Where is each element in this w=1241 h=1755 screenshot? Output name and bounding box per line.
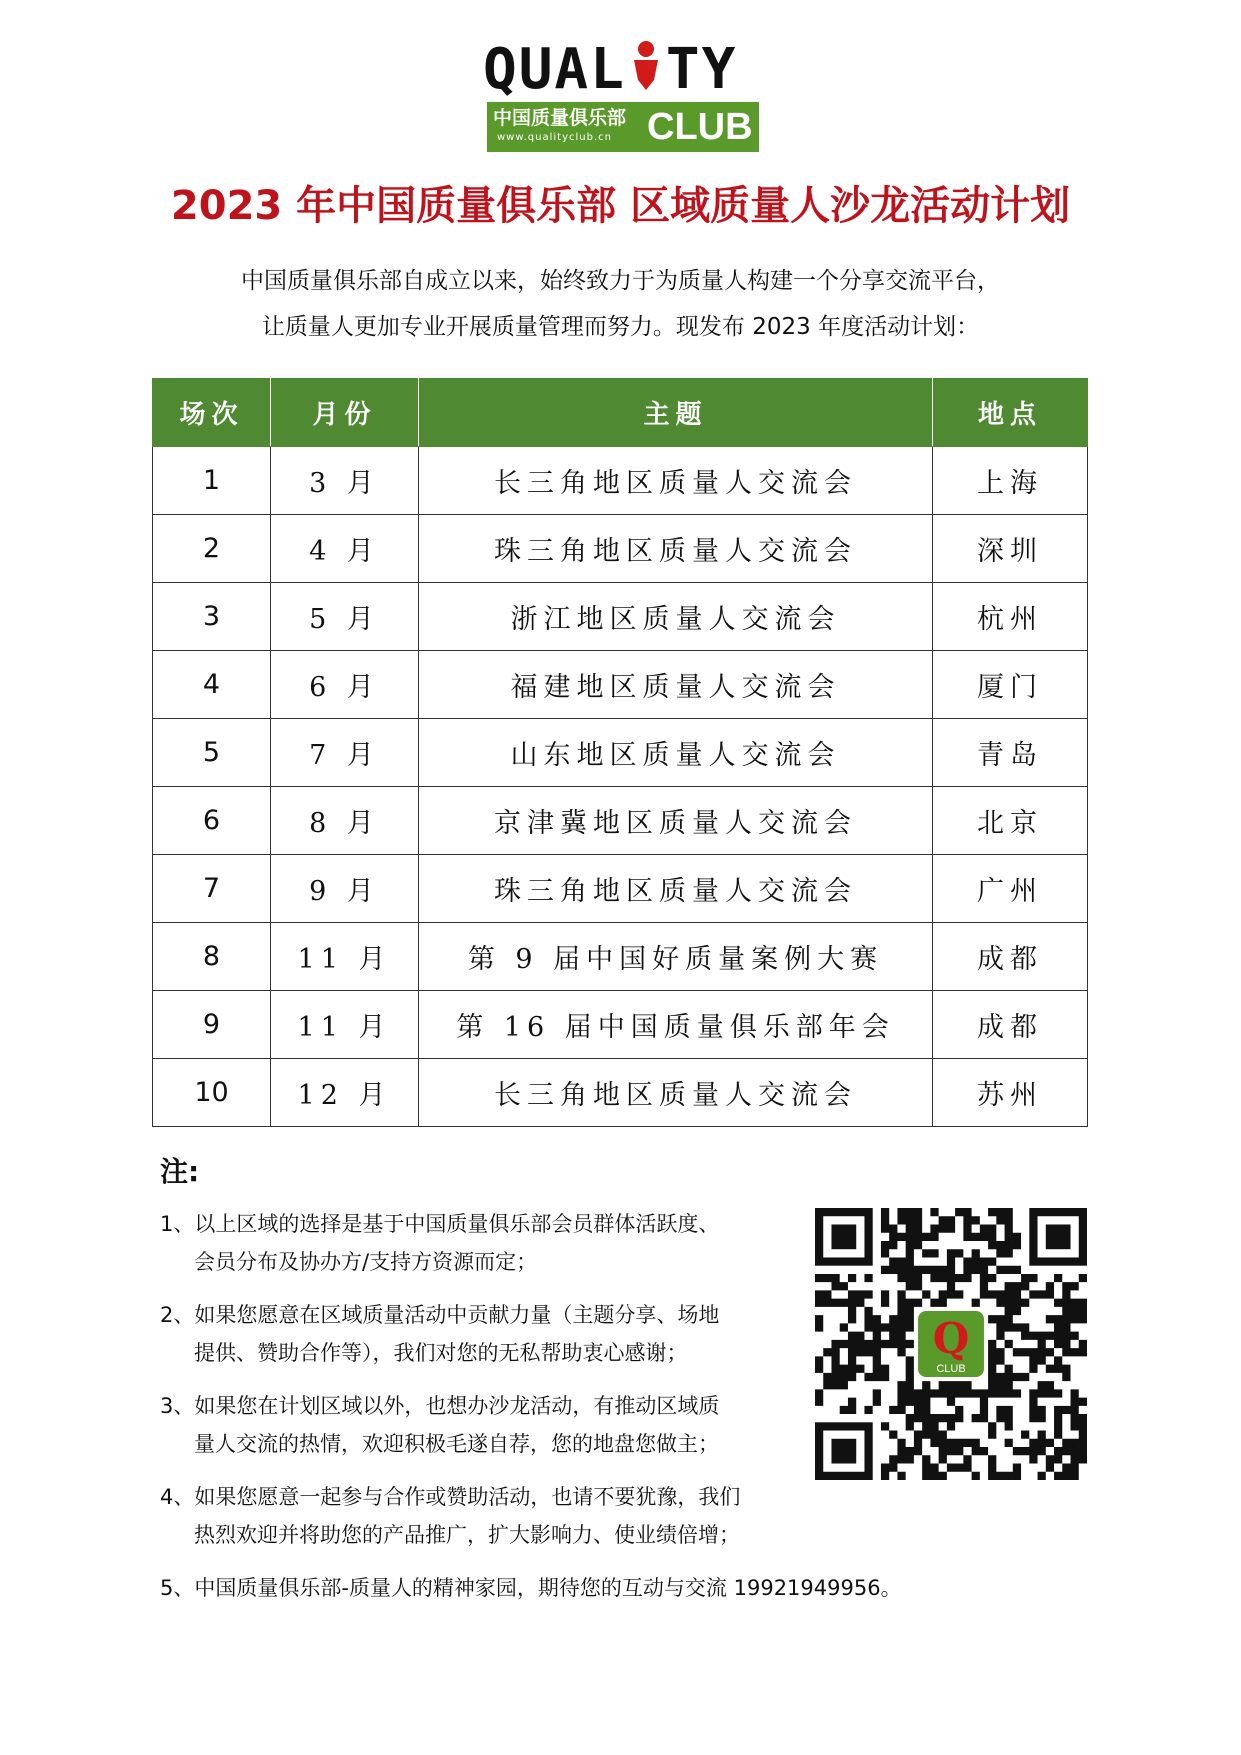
note-line: 4、如果您愿意一起参与合作或赞助活动，也请不要犹豫，我们 [160,1485,741,1509]
logo-wordmark [483,37,763,102]
quality-club-logo [483,37,763,152]
cell-session: 3 [153,583,271,651]
cell-session: 10 [153,1059,271,1127]
intro-line-1: 中国质量俱乐部自成立以来，始终致力于为质量人构建一个分享交流平台， [241,268,1000,294]
cell-session: 7 [153,855,271,923]
cell-session: 4 [153,651,271,719]
cell-month: 4 月 [271,515,419,583]
cell-month: 12 月 [271,1059,419,1127]
cell-location: 杭州 [933,583,1088,651]
activity-plan-table [152,378,1088,1127]
logo-word-left: QUAL [483,37,626,102]
intro-paragraph [0,258,1241,350]
page-title: 2023 年中国质量俱乐部 区域质量人沙龙活动计划 [170,183,1071,229]
cell-month: 8 月 [271,787,419,855]
note-item [160,1569,902,1607]
cell-month: 7 月 [271,719,419,787]
logo-url: www.qualityclub.cn [497,132,612,143]
table-row [153,583,1088,651]
cell-location: 广州 [933,855,1088,923]
intro-line-2: 让质量人更加专业开展质量管理而努力。现发布 2023 年度活动计划： [261,314,980,340]
cell-month: 9 月 [271,855,419,923]
qr-center-letter: Q [932,1314,970,1364]
cell-topic: 长三角地区质量人交流会 [419,447,933,515]
cell-session: 5 [153,719,271,787]
header-session: 场次 [153,379,271,447]
qr-finder-top-left [815,1208,873,1266]
cell-session: 2 [153,515,271,583]
note-line: 会员分布及协办方/支持方资源而定； [194,1250,538,1274]
note-line: 1、以上区域的选择是基于中国质量俱乐部会员群体活跃度、 [160,1212,720,1236]
cell-month: 3 月 [271,447,419,515]
cell-topic: 京津冀地区质量人交流会 [419,787,933,855]
cell-month: 11 月 [271,923,419,991]
note-line: 3、如果您在计划区域以外，也想办沙龙活动，有推动区域质 [160,1394,720,1418]
note-line: 2、如果您愿意在区域质量活动中贡献力量（主题分享、场地 [160,1303,720,1327]
cell-location: 成都 [933,991,1088,1059]
cell-location: 青岛 [933,719,1088,787]
cell-location: 苏州 [933,1059,1088,1127]
qr-code-image [815,1208,1087,1480]
cell-month: 6 月 [271,651,419,719]
table-row [153,515,1088,583]
logo-club-text: CLUB [647,106,753,148]
cell-session: 1 [153,447,271,515]
note-item [160,1205,820,1281]
table-header-row [153,379,1088,447]
cell-location: 成都 [933,923,1088,991]
cell-session: 8 [153,923,271,991]
table-row [153,855,1088,923]
header-location: 地点 [933,379,1088,447]
note-line: 量人交流的热情，欢迎积极毛遂自荐，您的地盘您做主； [194,1432,719,1456]
table-row [153,719,1088,787]
cell-topic: 第 16 届中国质量俱乐部年会 [419,991,933,1059]
logo-green-bar [487,102,759,152]
table-row [153,991,1088,1059]
cell-month: 11 月 [271,991,419,1059]
cell-location: 厦门 [933,651,1088,719]
qr-center-label: CLUB [936,1363,966,1376]
note-line: 热烈欢迎并将助您的产品推广，扩大影响力、使业绩倍增； [194,1523,740,1547]
note-item [160,1387,820,1463]
cell-topic: 珠三角地区质量人交流会 [419,515,933,583]
cell-topic: 第 9 届中国好质量案例大赛 [419,923,933,991]
cell-topic: 长三角地区质量人交流会 [419,1059,933,1127]
table-row [153,447,1088,515]
note-item [160,1296,820,1372]
table-row [153,923,1088,991]
qr-center-logo [918,1311,984,1377]
logo-chinese-name: 中国质量俱乐部 [493,107,627,129]
notes-list [160,1205,902,1622]
cell-location: 上海 [933,447,1088,515]
cell-location: 深圳 [933,515,1088,583]
cell-session: 9 [153,991,271,1059]
qr-code [815,1208,1087,1480]
note-line: 5、中国质量俱乐部-质量人的精神家园，期待您的互动与交流 19921949956。 [160,1576,902,1600]
note-item [160,1478,820,1554]
table-row [153,651,1088,719]
cell-topic: 浙江地区质量人交流会 [419,583,933,651]
table-row [153,787,1088,855]
cell-location: 北京 [933,787,1088,855]
cell-topic: 福建地区质量人交流会 [419,651,933,719]
logo-pin-icon [626,37,666,102]
logo-word-right: TY [665,37,738,102]
header-topic: 主题 [419,379,933,447]
notes-heading: 注: [160,1155,200,1188]
cell-month: 5 月 [271,583,419,651]
cell-topic: 山东地区质量人交流会 [419,719,933,787]
note-line: 提供、赞助合作等），我们对您的无私帮助衷心感谢； [194,1341,688,1365]
table-row [153,1059,1088,1127]
qr-finder-bottom-left [815,1422,873,1480]
header-month: 月份 [271,379,419,447]
cell-topic: 珠三角地区质量人交流会 [419,855,933,923]
qr-finder-top-right [1029,1208,1087,1266]
cell-session: 6 [153,787,271,855]
